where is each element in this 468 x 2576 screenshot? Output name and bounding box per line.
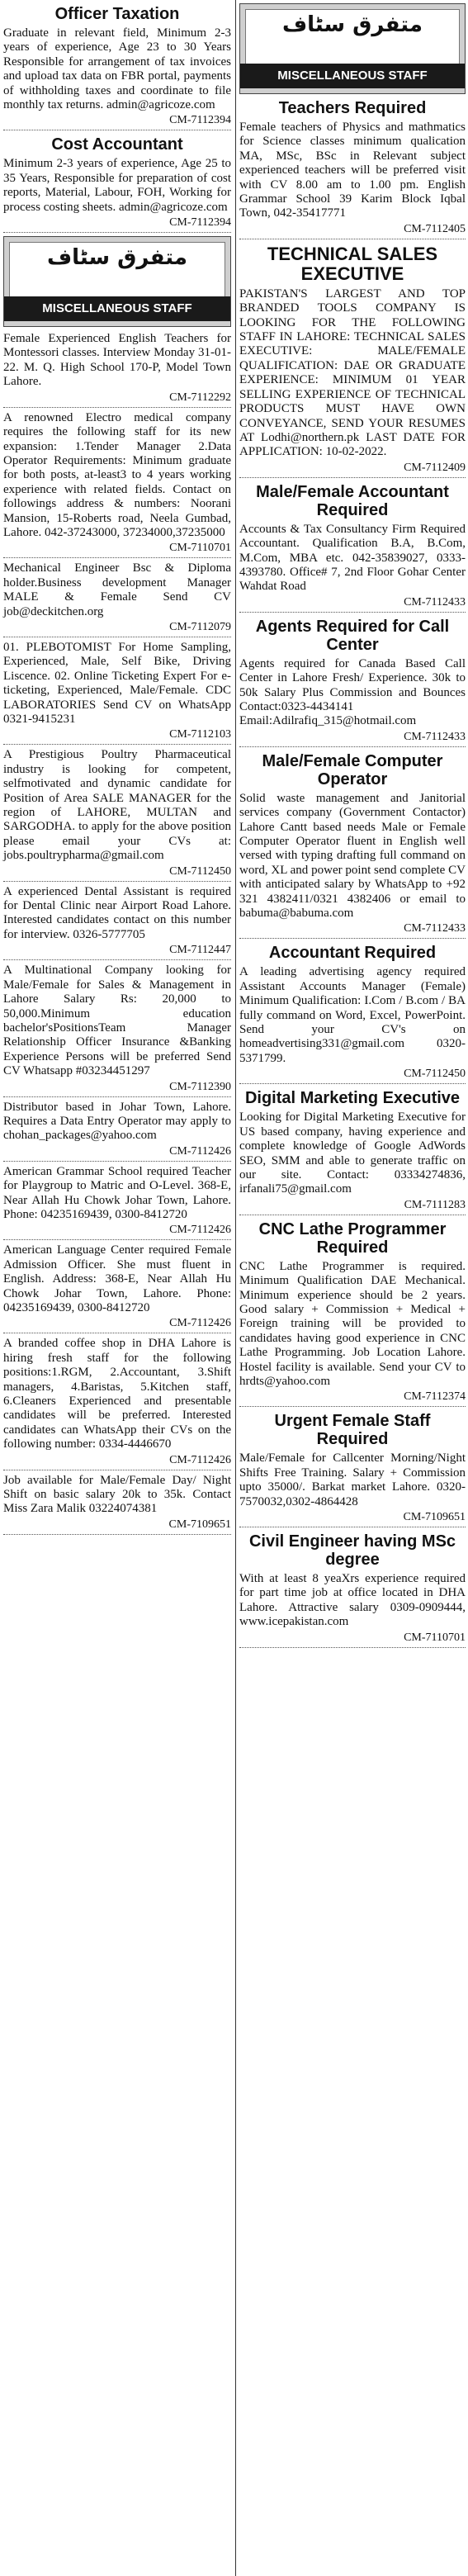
ad-separator xyxy=(239,477,466,478)
miscellaneous-staff-banner xyxy=(239,3,466,94)
ad-body: Mechanical Engineer Bsc & Diploma holder.Business development Manager MALE & Female Send CV job@deckitchen.org xyxy=(3,561,231,618)
ad-code: CM-7112433 xyxy=(404,922,466,935)
ad-separator xyxy=(3,959,231,960)
ad-body: CNC Lathe Programmer is required. Minimum Qualification DAE Mechanical. Minimum experience should be 2 years. Good salary + Commission + Medical + Foreign training will be provided to candidates having good experience in CNC Lathe Programming. Job Location Lahore. Hostel facility is available. Send your CV to hrdts@yahoo.com xyxy=(239,1259,466,1388)
classified-ad xyxy=(239,1532,466,1648)
ad-body: Accounts & Tax Consultancy Firm Required Accountant. Qualification B.A, B.Com, M.Com, MBA etc. 042-35839027, 0333-4393780. Office# 7, 2nd Floor Gohar Center Wahdat Road xyxy=(239,522,466,594)
ad-title: CNC Lathe Programmer Required xyxy=(258,1219,447,1257)
ad-separator xyxy=(3,1161,231,1162)
classified-ad xyxy=(3,332,231,408)
ad-title: Male/Female Computer Operator xyxy=(262,751,443,788)
banner-english-heading: MISCELLANEOUS STAFF xyxy=(4,296,230,321)
classified-ad xyxy=(3,1337,231,1470)
ad-body: Minimum 2-3 years of experience, Age 25 to 35 Years, Responsible for preparation of cost reports, Material, Labour, FOH, Working for process costing sheets. admin@agricoze.com xyxy=(3,157,231,214)
ad-separator xyxy=(3,744,231,745)
ad-body: A experienced Dental Assistant is required for Dental Clinic near Airport Road Lahore. Interested candidates contact on this number for interview. 0326-5777705 xyxy=(3,884,231,941)
ad-body: Male/Female for Callcenter Morning/Night Shifts Free Training. Salary + Commission upto 35000/. Barkat market Lahore. 0320-7570032,0302-4864428 xyxy=(239,1451,466,1508)
ad-code: CM-7112390 xyxy=(169,1080,231,1093)
ad-code: CM-7112433 xyxy=(404,595,466,608)
classified-ad xyxy=(3,1474,231,1535)
ad-code: CM-7112450 xyxy=(169,864,231,878)
banner-urdu-heading: متفرق سٹاف xyxy=(281,12,423,37)
ad-code: CM-7112450 xyxy=(404,1068,466,1081)
ad-separator xyxy=(3,407,231,408)
classified-ad xyxy=(239,244,466,478)
ad-body: A renowned Electro medical company requires the following staff for its new expansion: 1.Tender Manager 2.Data Operator Requirements: Minimum graduate for both posts, at-least3 to 4 years working experience with related fields. Contact on followings address & numbers: Noorani Mansion, 15-Roberts road, Neela Gumbad, Lahore. 042-37243000, 37234000,37235000 xyxy=(3,410,231,539)
ad-body: PAKISTAN'S LARGEST AND TOP BRANDED TOOLS COMPANY IS LOOKING FOR THE FOLLOWING STAFF IN LAHORE: TECHNICAL SALES EXECUTIVE: MALE/FEMALE QUALIFICATION: DAE OR GRADUATE EXPERIENCE: MINIMUM 01 YEAR SELLING EXPERIENCE OF TECHNICAL PRODUCTS MUST HAVE OWN CONVEYANCE, SEND YOUR RESUMES AT Lodhi@northern.pk LAST DATE FOR APPLICATION: 10-02-2022. xyxy=(239,286,466,459)
ad-body: Female Experienced English Teachers for Montessori classes. Interview Monday 31-01-22. M. Q. High School 170-P, Model Town Lahore. xyxy=(3,332,231,389)
ad-body: A leading advertising agency required Assistant Accounts Manager (Female) Minimum Qualification: I.Com / B.com / BA fully command on Word, Excel, PowerPoint. Send your CV's on homeadvertising331@gmail.com 0320-5371799. xyxy=(239,965,466,1065)
classified-ad xyxy=(3,1243,231,1333)
ad-separator xyxy=(3,232,231,233)
ad-code: CM-7112409 xyxy=(404,461,466,474)
classified-ad xyxy=(3,411,231,559)
classified-ad xyxy=(3,1165,231,1241)
ad-code: CM-7112374 xyxy=(404,1390,466,1404)
classified-ad xyxy=(3,964,231,1096)
classified-ad xyxy=(3,5,231,130)
ad-code: CM-7112103 xyxy=(169,728,231,741)
classified-ad xyxy=(3,1101,231,1162)
classified-ad xyxy=(3,748,231,881)
classified-ad xyxy=(239,1089,466,1215)
banner-urdu-heading: متفرق سٹاف xyxy=(46,245,188,271)
ad-body: Looking for Digital Marketing Executive for US based company, having experience and complete knowledge of Google AdWords SEO, SMM and able to generate traffic on our site. Contact: 03334274836, irfanali75@gmail.com xyxy=(239,1110,466,1196)
ad-code: CM-7112426 xyxy=(169,1453,231,1466)
ad-separator xyxy=(239,938,466,939)
ad-body: American Grammar School required Teacher for Playgroup to Matric and O-Level. 368-E, Near Allah Hu Chowk Johar Town, Lahore. Phone: 04235169439, 0300-8412720 xyxy=(3,1164,231,1221)
classified-ad xyxy=(239,99,466,239)
banner-english-heading: MISCELLANEOUS STAFF xyxy=(240,64,465,88)
ad-body: A Multinational Company looking for Male/Female for Sales & Management in Lahore Salary Rs: 20,000 to 50,000.Minimum education bachelor'sPositionsTeam Manager Relationship Officer Insurance &Banking Experience Persons will be preferred Send CV Whatsapp #03234451297 xyxy=(3,964,231,1078)
ad-code: CM-7112405 xyxy=(404,222,466,235)
classified-ad xyxy=(3,561,231,637)
ad-separator xyxy=(239,746,466,747)
ad-body: Distributor based in Johar Town, Lahore. Requires a Data Entry Operator may apply to chohan_packages@yahoo.com xyxy=(3,1100,231,1143)
classified-ad xyxy=(239,1220,466,1408)
ad-separator xyxy=(3,1534,231,1535)
ad-separator xyxy=(239,1647,466,1648)
ad-body: Job available for Male/Female Day/ Night Shift on basic salary 20k to 35k. Contact Miss Zara Malik 03224074381 xyxy=(3,1473,231,1516)
classified-ad xyxy=(239,752,466,940)
ad-separator xyxy=(239,1083,466,1084)
right-column xyxy=(239,0,466,1651)
ad-code: CM-7112394 xyxy=(169,216,231,230)
ad-code: CM-7109651 xyxy=(403,1511,466,1523)
ad-code: CM-7111283 xyxy=(404,1198,466,1211)
ad-code: CM-7112394 xyxy=(169,114,231,127)
ad-title: Accountant Required xyxy=(268,944,437,963)
ad-title: Urgent Female Staff Required xyxy=(274,1412,431,1449)
ad-body: American Language Center required Female Admission Officer. She must fluent in English. Address: 368-E, Near Allah Hu Chowk Johar Town, Lahore. Phone: 04235169439, 0300-8412720 xyxy=(3,1243,231,1314)
ad-separator xyxy=(239,1406,466,1407)
ad-body: With at least 8 yeaXrs experience required for part time job at office located in DHA Lahore. Attractive salary 0309-0909444, www.icepakistan.com xyxy=(239,1572,466,1629)
ad-title: TECHNICAL SALES EXECUTIVE xyxy=(267,243,438,284)
ad-code: CM-7112292 xyxy=(169,391,231,404)
ad-body: Graduate in relevant field, Minimum 2-3 years of experience, Age 23 to 30 Years Responsible for arrangement of tax invoices and upload tax data on FBR portal, payments of withholding taxes and coordinate to file monthly tax returns. admin@agricoze.com xyxy=(3,26,231,112)
ad-body: Agents required for Canada Based Call Center in Lahore Fresh/ Experience. 30k to 50k Salary Plus Commission and Bounces Contact:0323-4434141 Email:Adilrafiq_315@hotmail.com xyxy=(239,656,466,728)
ad-title: Male/Female Accountant Required xyxy=(256,482,449,519)
ad-title: Teachers Required xyxy=(278,99,427,117)
ad-code: CM-7112447 xyxy=(169,944,231,957)
ad-body: Solid waste management and Janitorial services company (Government Contactor) Lahore Cantt based needs Male or Female Computer Operator fluent in English well versed with typing drafting full command on word, XL and power point send complete CV with anticipated salary by WhatsApp to +92 321 4382411/0321 4382406 or email to babuma@babuma.com xyxy=(239,791,466,921)
ad-code: CM-7109651 xyxy=(168,1518,231,1531)
ad-code: CM-7112426 xyxy=(169,1224,231,1237)
ad-title: Cost Accountant xyxy=(51,135,183,154)
ad-title: Officer Taxation xyxy=(54,5,180,23)
column-divider xyxy=(235,0,236,2576)
ad-code: CM-7110701 xyxy=(404,1631,466,1644)
ad-code: CM-7112433 xyxy=(404,730,466,743)
miscellaneous-staff-banner xyxy=(3,236,231,327)
ad-title: Digital Marketing Executive xyxy=(244,1089,461,1108)
classified-ad xyxy=(239,483,466,613)
classified-ad xyxy=(3,885,231,961)
ad-code: CM-7112426 xyxy=(169,1317,231,1330)
ad-separator xyxy=(3,557,231,558)
ad-body: 01. PLEBOTOMIST For Home Sampling, Experienced, Male, Self Bike, Driving Liscence. 02. Online Ticketing Expert For e-ticketing, Experienced, Male/Female. CDC LABORATORIES Send CV on WhatsApp 0321-9415231 xyxy=(3,640,231,726)
classified-ad xyxy=(239,618,466,747)
ad-code: CM-7110701 xyxy=(169,542,231,555)
classified-ad xyxy=(3,135,231,233)
ad-body: Female teachers of Physics and mathmatics for Science classes minimum qualication MA, MSc, BSc in Relevant subject experienced teachers will be preferred visit with CV 8.00 am to 1.00 pm. English Grammar School 39 Karim Block Iqbal Town, 042-35417771 xyxy=(239,121,466,220)
classified-ad xyxy=(239,1412,466,1527)
ad-separator xyxy=(3,1096,231,1097)
ad-code: CM-7112079 xyxy=(169,620,231,633)
ad-separator xyxy=(239,612,466,613)
ad-body: A branded coffee shop in DHA Lahore is hiring fresh staff for the following positions:1.RGM, 2.Accountant, 3.Shift managers, 4.Baristas, 5.Kitchen staff, 6.Cleaners Experienced and presentable candidates will be preferred. Interested candidates can WhatsApp their CVs on the following number: 0334-4446670 xyxy=(3,1337,231,1451)
ad-separator xyxy=(3,1239,231,1240)
ad-title: Agents Required for Call Center xyxy=(255,617,450,654)
classified-ad xyxy=(3,641,231,745)
ad-body: A Prestigious Poultry Pharmaceutical industry is looking for competent, selfmotivated and dynamic candidate for Position of Area SALE MANAGER for the region of LAHORE, MULTAN and SARGODHA. to apply for the above position please email your CVs at: jobs.poultrypharma@gmail.com xyxy=(3,748,231,863)
ad-title: Civil Engineer having MSc degree xyxy=(248,1532,456,1569)
left-column xyxy=(3,0,231,1538)
classified-ad xyxy=(239,944,466,1084)
ad-code: CM-7112426 xyxy=(169,1144,231,1158)
ad-separator xyxy=(3,881,231,882)
